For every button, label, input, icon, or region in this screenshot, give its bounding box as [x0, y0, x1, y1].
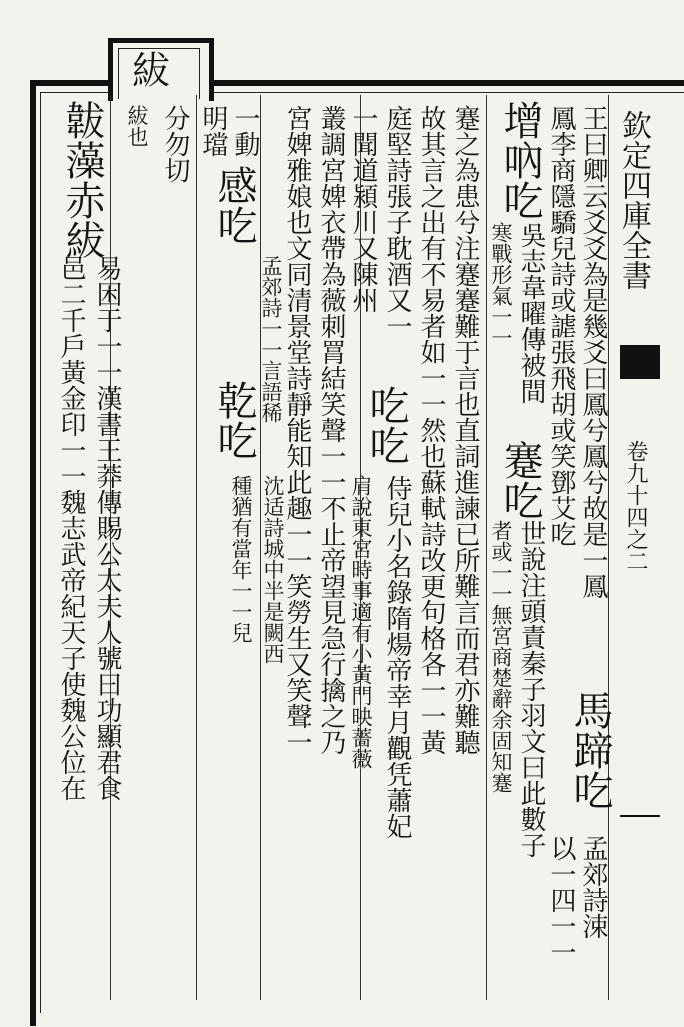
- text-column-6b: 寒戰形氣一一: [489, 222, 513, 348]
- headword-chi-chi: 吃吃: [363, 385, 409, 465]
- text-column-19: 易困于一一漢書王莽傳賜公太夫人號曰功顯君食: [92, 255, 122, 801]
- text-column-18: 紱也: [125, 105, 149, 147]
- volume-label: 卷九十四之二: [623, 440, 648, 572]
- text-column-12b: 肩說東宮時事適有小黃門映薔薇: [349, 475, 373, 769]
- text-column-13: 叢調宮婢衣帶為薇刺罥結笑聲一一不止帝望見急行擒之乃: [316, 105, 346, 755]
- headword-zengna-chi: 增吶吃: [497, 100, 543, 220]
- headword-mati-chi: 馬蹄吃: [567, 690, 613, 810]
- text-column-14: 宮婢雅娘也文同清景堂詩靜能知此趣一一笑勞生又笑聲一: [282, 105, 312, 755]
- text-column-5: 者或一一無宮商楚辭余固知蹇: [489, 520, 513, 793]
- text-column-2: 鳳李商隱驕兒詩或謔張飛胡或笑鄧艾吃: [546, 105, 576, 547]
- text-column-3: 孟郊詩涑: [578, 835, 608, 939]
- headword-jian-chi: 蹇吃: [497, 440, 543, 520]
- column-rule: [196, 95, 197, 1000]
- text-column-17b: 種猶有當年一一兒: [229, 475, 253, 643]
- fishtail-mark: [620, 345, 660, 379]
- text-column-9: 故其言之出有不易者如一一然也蘇軾詩改更句格各一一黃: [416, 105, 446, 755]
- fishtail-mark-lower: [620, 815, 660, 817]
- text-column-6: 吳志韋曜傳被間: [516, 222, 546, 404]
- column-rule: [608, 95, 609, 1000]
- text-column-1: 王曰卿云爻爻為是幾爻曰鳳兮鳳兮故是一鳳: [578, 105, 608, 599]
- headword-qian-chi: 乾吃: [211, 380, 257, 460]
- text-column-10: 庭堅詩張子耽酒又一: [382, 105, 412, 339]
- fanqie-reading: 分勿切: [160, 105, 190, 183]
- text-column-16: 沈适詩城中半是闕西: [261, 475, 285, 664]
- text-column-15a: 一動: [230, 105, 260, 157]
- text-column-7: 世說注頭責秦子羽文曰此數子: [516, 520, 546, 858]
- text-column-11: 侍兒小名錄隋煬帝幸月觀凭蕭妃: [382, 475, 412, 839]
- book-title: 欽定四庫全書: [616, 110, 651, 290]
- text-column-4: 以一四一一: [546, 835, 576, 965]
- text-column-17: 明璫: [198, 105, 228, 157]
- column-rule: [486, 95, 487, 1000]
- text-column-20: 邑二千戶黃金印一一魏志武帝紀天子使魏公位在: [56, 255, 86, 801]
- text-column-12: 一聞道潁川又陳州: [348, 105, 378, 313]
- headword-gan-chi: 感吃: [211, 165, 257, 245]
- text-column-15: 孟郊詩一一言語稀: [259, 255, 283, 423]
- headword-fuzao-chifu: 韍藻赤紱: [59, 100, 105, 260]
- text-column-8: 蹇之為患兮注蹇蹇難于言也直詞進諫已所難言而君亦難聽: [450, 105, 480, 755]
- rhyme-character: 紱: [132, 49, 171, 93]
